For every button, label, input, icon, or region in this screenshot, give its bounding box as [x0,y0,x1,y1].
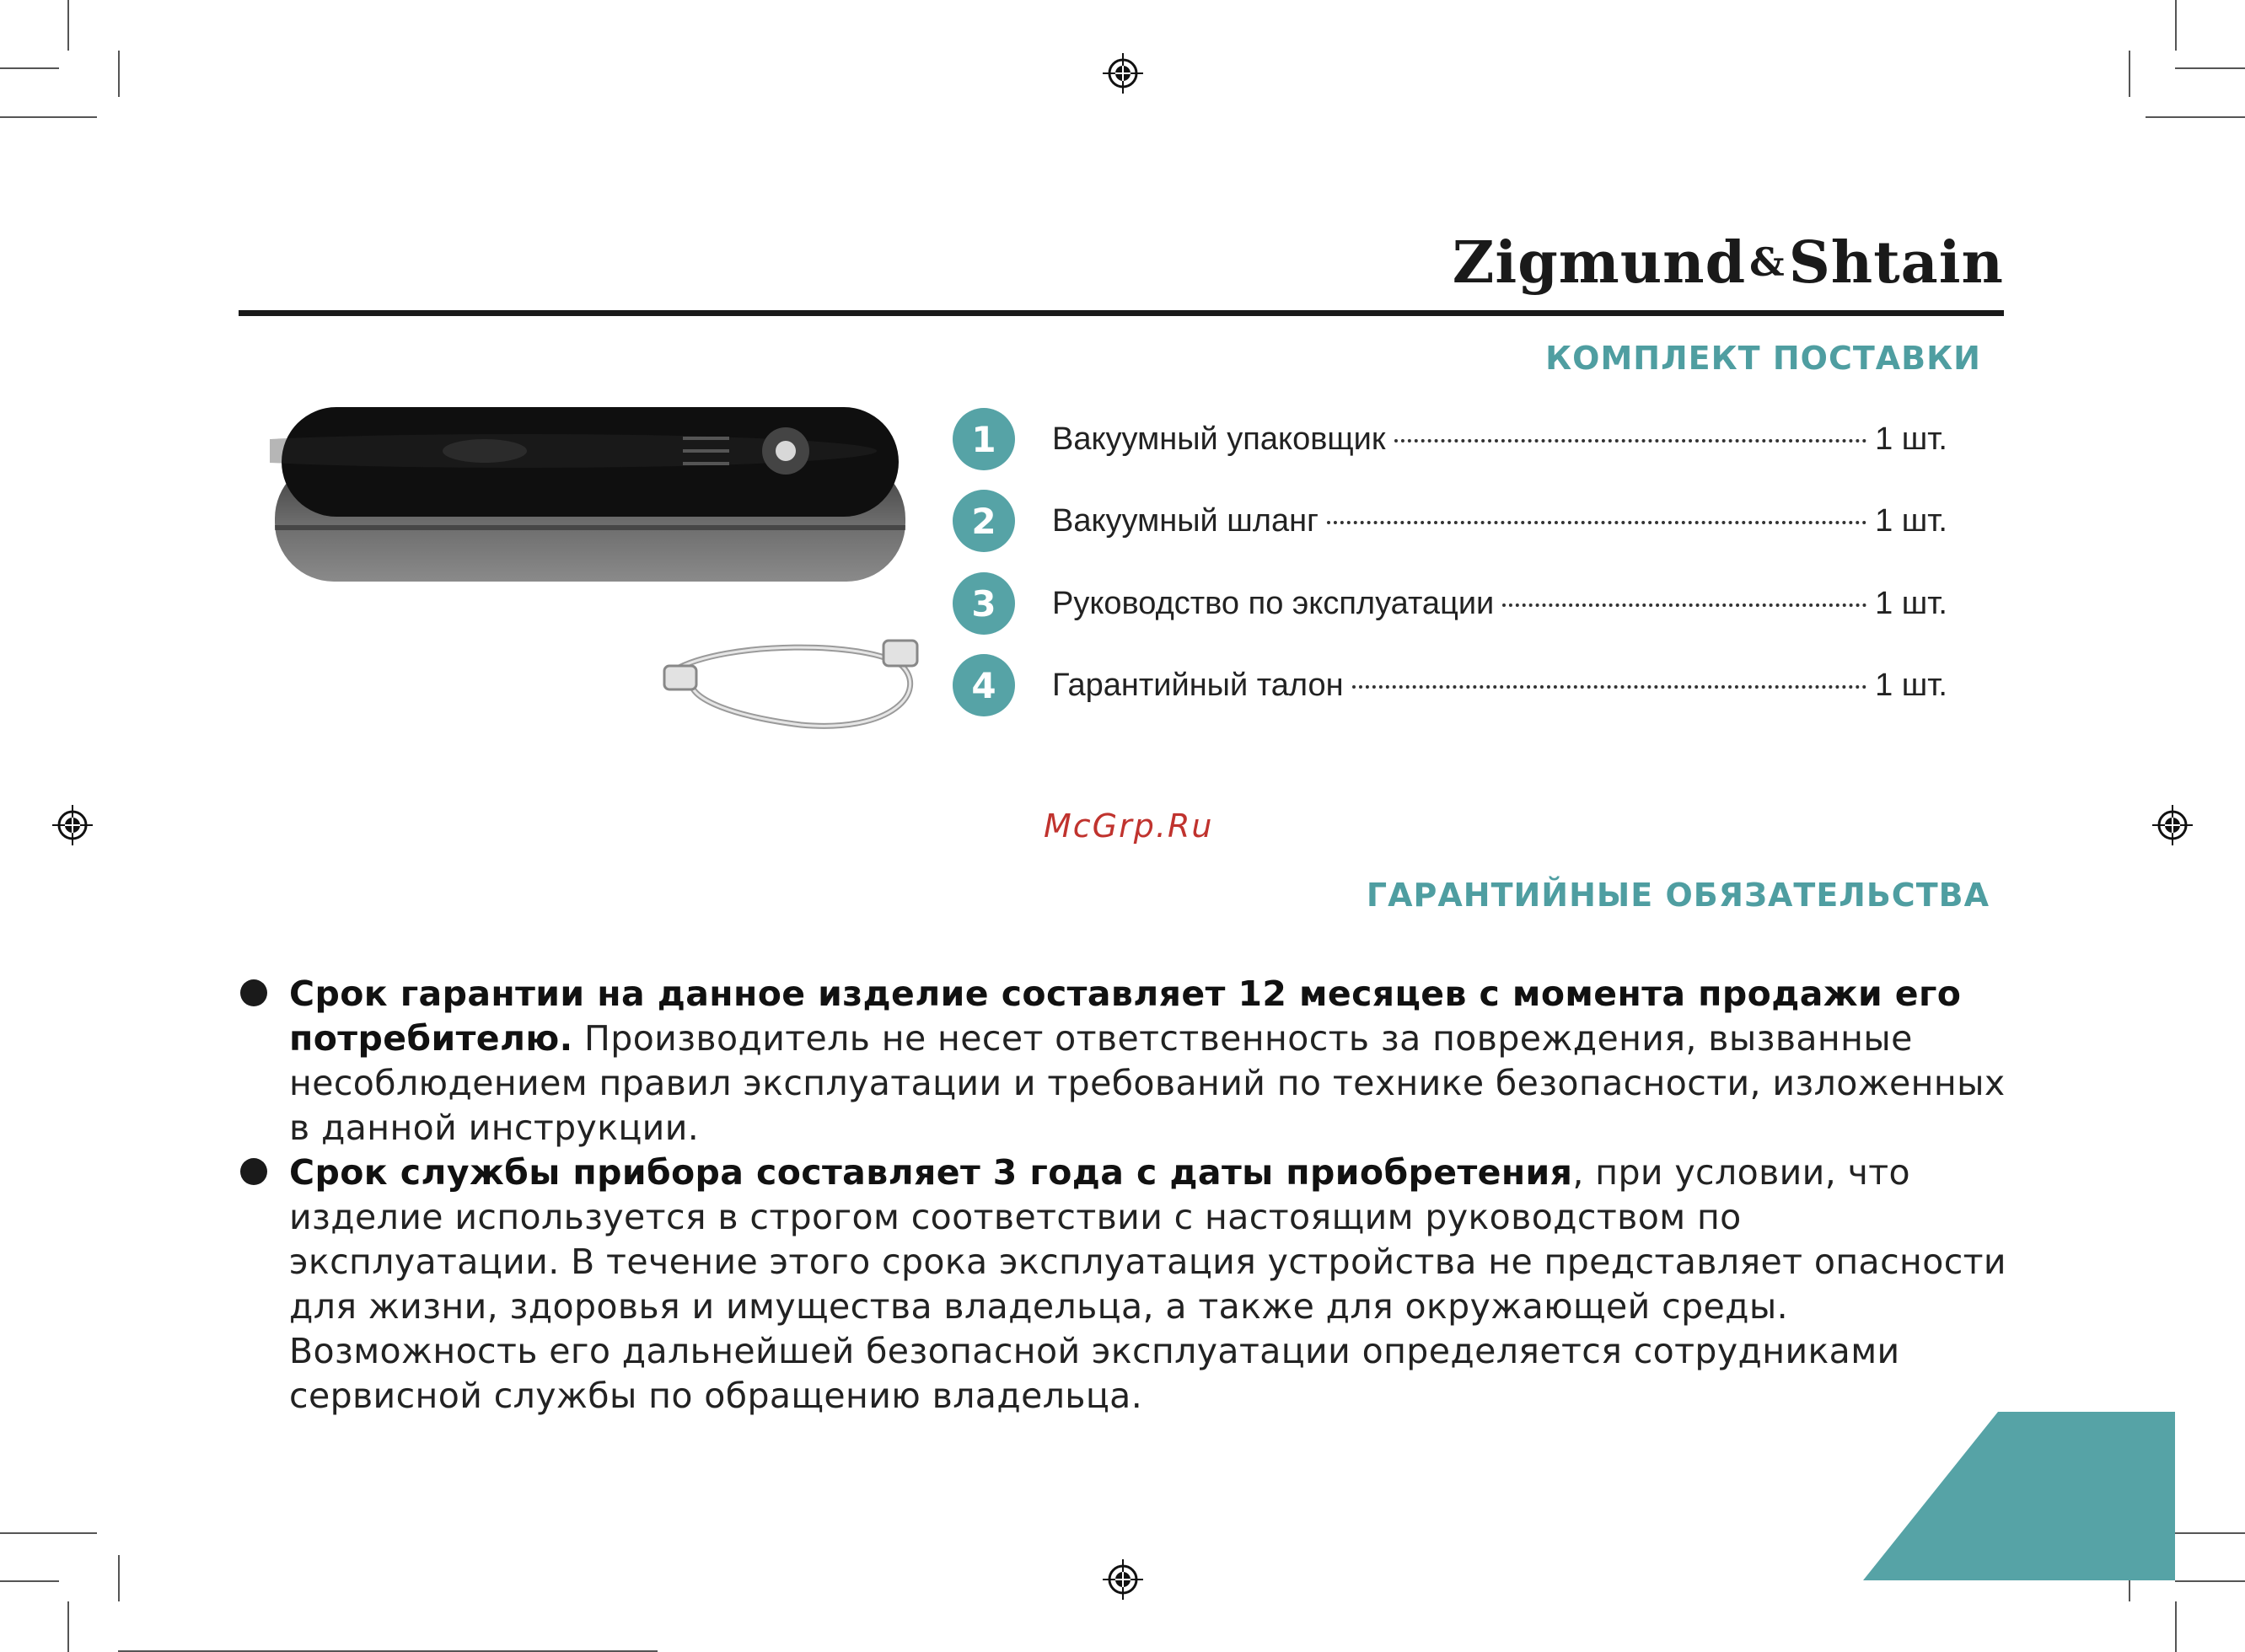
item-label: Вакуумный упаковщик [1052,421,1386,457]
watermark: McGrp.Ru [1044,807,1214,845]
crop-mark [118,51,120,97]
paragraph-body: Производитель не несет ответственность за повреждения, вызванные несоблюдением правил эксплуатации и требований по технике безопасности, изложенных в данной инструкции. [289,1018,2006,1148]
bullet-icon [240,979,267,1006]
crop-mark [2175,1601,2177,1652]
paragraph-bold-lead: Срок службы прибора составляет 3 года с даты приобретения [289,1152,1573,1193]
header-rule [239,310,2004,316]
paragraph-body: , при условии, что изделие используется в строгом соответствии с настоящим руководством по эксплуатации. В течение этого срока эксплуатация устройства не представляет опасности для жизни, здоровья и имущества владельца, а также для окружающей среды. Возможность его дальнейшей безопасной эксплуатации определяется сотрудниками сервисной службы по обращению владельца. [289,1152,2006,1416]
vacuum-hose-icon [658,624,932,750]
item-quantity: 1 шт. [1875,667,1947,703]
delivery-title: КОМПЛЕКТ ПОСТАВКИ [1545,340,1981,377]
crop-mark [67,0,69,51]
dot-leader [1327,521,1866,524]
list-item [953,573,1947,634]
crop-mark [118,1555,120,1601]
warranty-title: ГАРАНТИЙНЫЕ ОБЯЗАТЕЛЬСТВА [1366,877,1990,914]
crop-mark [67,1601,69,1652]
crop-mark [2175,1580,2245,1582]
bullet-icon [240,1158,267,1185]
brand-name-left: Zigmund [1452,229,1747,297]
item-row-text [1052,503,1947,539]
brand-logo [1453,229,2004,297]
warranty-paragraph [240,1150,2019,1419]
registration-mark-icon [1103,1559,1143,1600]
crop-mark [0,1532,97,1534]
crop-mark [2129,51,2130,97]
crop-mark [0,116,97,118]
item-number-badge: 4 [953,654,1015,716]
dot-leader [1352,685,1866,689]
item-number-badge: 2 [953,490,1015,552]
item-number-badge: 3 [953,572,1015,635]
corner-decoration [1863,1412,2175,1580]
registration-mark-icon [52,805,93,845]
crop-mark [0,1580,59,1582]
vacuum-sealer-icon [270,400,910,590]
crop-mark [2175,0,2177,51]
paragraph-text [289,1150,2019,1419]
crop-mark [2146,116,2245,118]
item-row-text [1052,421,1947,458]
item-row-text [1052,668,1947,704]
crop-mark [2175,67,2245,69]
item-quantity: 1 шт. [1875,502,1947,539]
registration-mark-icon [2152,805,2193,845]
item-quantity: 1 шт. [1875,585,1947,621]
list-item [953,409,1947,469]
item-label: Руководство по эксплуатации [1052,585,1495,621]
dot-leader [1394,439,1867,442]
dot-leader [1502,603,1866,607]
item-number-badge: 1 [953,408,1015,470]
paragraph-text [289,972,2019,1150]
registration-mark-icon [1103,53,1143,94]
item-quantity: 1 шт. [1875,421,1947,457]
brand-ampersand: & [1749,239,1786,285]
brand-name-right: Shtain [1788,229,2004,297]
item-label: Вакуумный шланг [1052,502,1319,539]
item-row-text [1052,586,1947,622]
item-label: Гарантийный талон [1052,667,1344,703]
list-item [953,655,1947,716]
crop-mark [0,67,59,69]
list-item [953,491,1947,551]
paragraph-bold-lead: Срок гарантии на данное изделие составляет 12 месяцев с момента продажи его потребителю. [289,974,1962,1059]
warranty-paragraph [240,972,2019,1150]
